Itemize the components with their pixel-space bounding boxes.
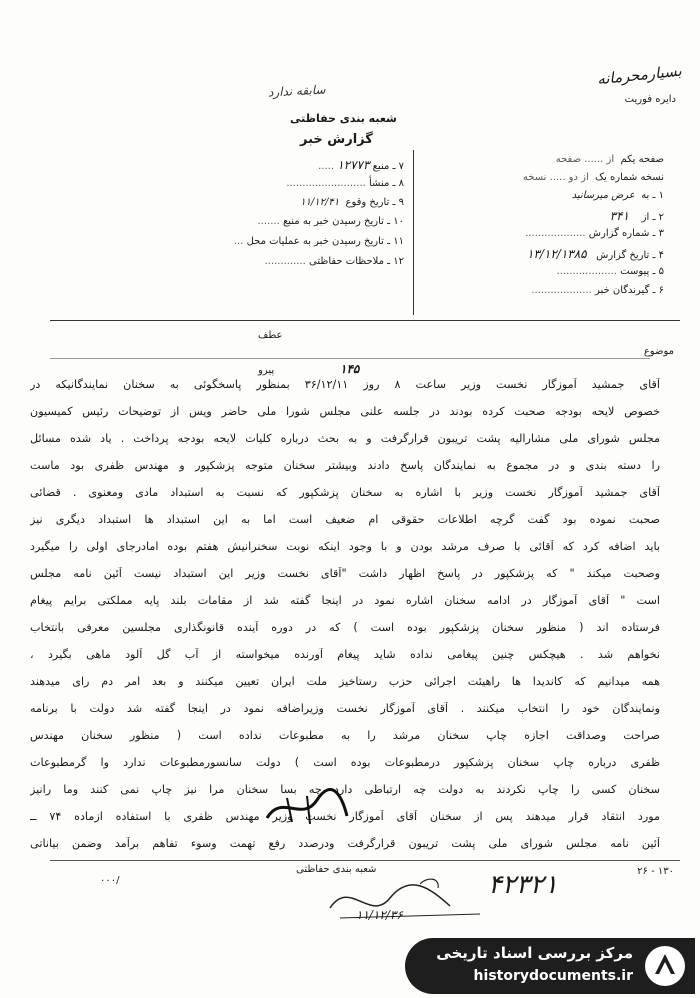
field-page: صفحه یکم از ...... صفحه (555, 154, 664, 165)
margin-note-b: پیرو (258, 365, 275, 376)
top-center-marks: سابقه ندارد (267, 82, 326, 100)
body-line: را دسته بندی و در مجموع به نمایندگان پاسخ دادند وبیشتر سخنان متوجه پزشکپور و مهندس ظفری بود ماست (30, 459, 660, 472)
subject-rule (50, 358, 650, 359)
margin-note-a: عطف (258, 330, 283, 341)
signature-scribble (320, 868, 490, 938)
body-line: باید اضافه کرد که آقائی با صرف مرشد بودن و با وجود اینکه نوبت سخنرانیش هفتم بوده امادرجای اولی را میگیرد (30, 540, 660, 553)
field-source: ۷ ـ منبع ۱۲۷۷۳ ..... (318, 158, 404, 172)
footer-big-number: ۴۲۳۲۱ (488, 870, 558, 900)
urgency-label: دایره فوریت (624, 94, 676, 105)
signature-date: ۱۱/۱۲/۳۶ (356, 908, 403, 922)
body-line: آقای جمشید آموزگار نخست وزیر با اشاره به سخنان پزشکپور که نسبت به استبداد مادی ومعنوی . قضائی (30, 486, 660, 499)
body-line: سخنان کسی را چاپ نکردند به دولت چه ارتباطی دارد چه بسا سخنان مرا نیز چاپ نمی کنند وما رانیز (30, 783, 660, 796)
field-occurrence-date: ۹ ـ تاریخ وقوع ۱۱/۱۲/۴۱ (300, 197, 404, 208)
body-line: مجلس شورای ملی مشارالیه پشت تریبون قرارگرفت و به بحث درباره کلیات لایحه بودجه پرداخت . یاد شده مسائل (30, 432, 660, 445)
body-line: ظفری درباره چاپ سخنان پزشکپور درمطبوعات بوده است ) دولت سانسورمطبوعات ندارد وا گرمطبوعات (30, 756, 660, 769)
footer-left-number: ۰۰۰/ (100, 875, 120, 886)
watermark-url: historydocuments.ir (473, 968, 633, 984)
report-title: گزارش خبر (300, 132, 373, 147)
field-report-number: ۳ ـ شماره گزارش ................... (525, 228, 664, 239)
body-line: همه میدانیم که کاندیدا ها راهیئت اجرائی حزب رستاخیز ملت ایران تعیین میکنند و بعد امر دم رای میدهند (30, 675, 660, 688)
field-date-to-source: ۱۰ ـ تاریخ رسیدن خبر به منبع ....... (257, 216, 404, 227)
field-copy: نسخه شماره یک از دو ..... نسخه (522, 172, 664, 183)
field-to: ۱ ـ به عرض میرسانید (571, 190, 664, 201)
body-line: وصحبت میکند " که پزشکپور در پاسخ اظهار داشت "آقای نخست وزیر این استبداد نیست آئین نامه مجلس (30, 567, 660, 580)
number-above: ۱۴۵ (340, 362, 360, 376)
body-line: خصوص لایحه بودجه صحبت کرده بودند در جلسه علنی مجلس شورا ملی حاضر ویس از توضیحات رئیس کمیسیون (30, 405, 660, 418)
footer-dept-stamp: شعبه بندی حفاظتی (296, 864, 377, 875)
ink-stamp (262, 788, 352, 828)
field-date-to-ops: ۱۱ ـ تاریخ رسیدن خبر به عملیات محل ... (233, 236, 404, 247)
body-line: آقای جمشید آموزگار نخست وزیر ساعت ۸ روز ۳۶/۱۲/۱۱ بمنظور پاسخگوئی به سخنان نمایندگانیکه در (30, 378, 660, 391)
field-attachment: ۵ ـ پیوست ................... (556, 266, 664, 277)
subject-label: موضوع (643, 346, 674, 357)
archive-logo-icon (643, 944, 687, 988)
watermark-banner (405, 938, 695, 994)
body-line: فرستاده اند ( منظور سخنان پزشکپور بوده است ) که در دوره آینده قانونگذاری مجلسین معرفی بانتخاب (30, 621, 660, 634)
field-origin: ۸ ـ منشأ ......................... (286, 178, 404, 189)
body-line: نخواهم شد . هیچکس چنین پیغامی نداده شاید پیغام آورنده میخواسته از آب گل آلود ماهی بگیرد ، (30, 648, 660, 661)
body-line: ونمایندگان خود را انتخاب میکنند . آقای آموزگار نخست وزیراضافه نمود در اینجا گفته شد دولت با برنامه (30, 702, 660, 715)
body-line: صراحت وصداقت اجازه چاپ سخنان مرشد را به مطبوعات نداده است ( منظور سخنان مهندس (30, 729, 660, 742)
dept-label: شعبه بندی حفاظتی (290, 112, 397, 125)
footer-rule (50, 860, 680, 861)
field-from: ۲ ـ از ۳۴۱ (609, 209, 664, 223)
body-line: آئین نامه مجلس شورای ملی پشت تریبون قرارگرفت ودرصدد رفع تهمت وسوء تفاهم برآمد وضمن بیاناتی (30, 837, 660, 850)
watermark-title: مرکز بررسی اسناد تاریخی (436, 944, 633, 962)
body-line: صحبت نموده بود گفت گرچه اطلاعات حقوقی ام ضعیف است اما به این استبداد ها استبداد دیگری نیز (30, 513, 660, 526)
field-report-date: ۴ ـ تاریخ گزارش ۱۳/۱۲/۱۳۸۵ (526, 247, 664, 261)
footer-code: ۲۶ - ۱۳۰ (637, 866, 674, 877)
header-divider (413, 150, 414, 315)
body-line: است " آقای آموزگار در ادامه سخنان اشاره نمود در اینجا گفته شد از مقامات بلند پایه مملکتی برایم پیغام (30, 594, 660, 607)
header-bottom-rule (50, 320, 680, 321)
body-line: مورد انتقاد قرار میدهند پس از سخنان آقای آموزگار نخست وزیر مهندس ظفری با استفاده ازماده ۷۴ ــ (30, 810, 660, 823)
field-recipients: ۶ ـ گیرندگان خبر ................... (531, 285, 664, 296)
top-right-mark: بسیارمحرمانه (596, 61, 683, 89)
field-security-notes: ۱۲ ـ ملاحظات حفاظتی ............. (264, 256, 404, 267)
